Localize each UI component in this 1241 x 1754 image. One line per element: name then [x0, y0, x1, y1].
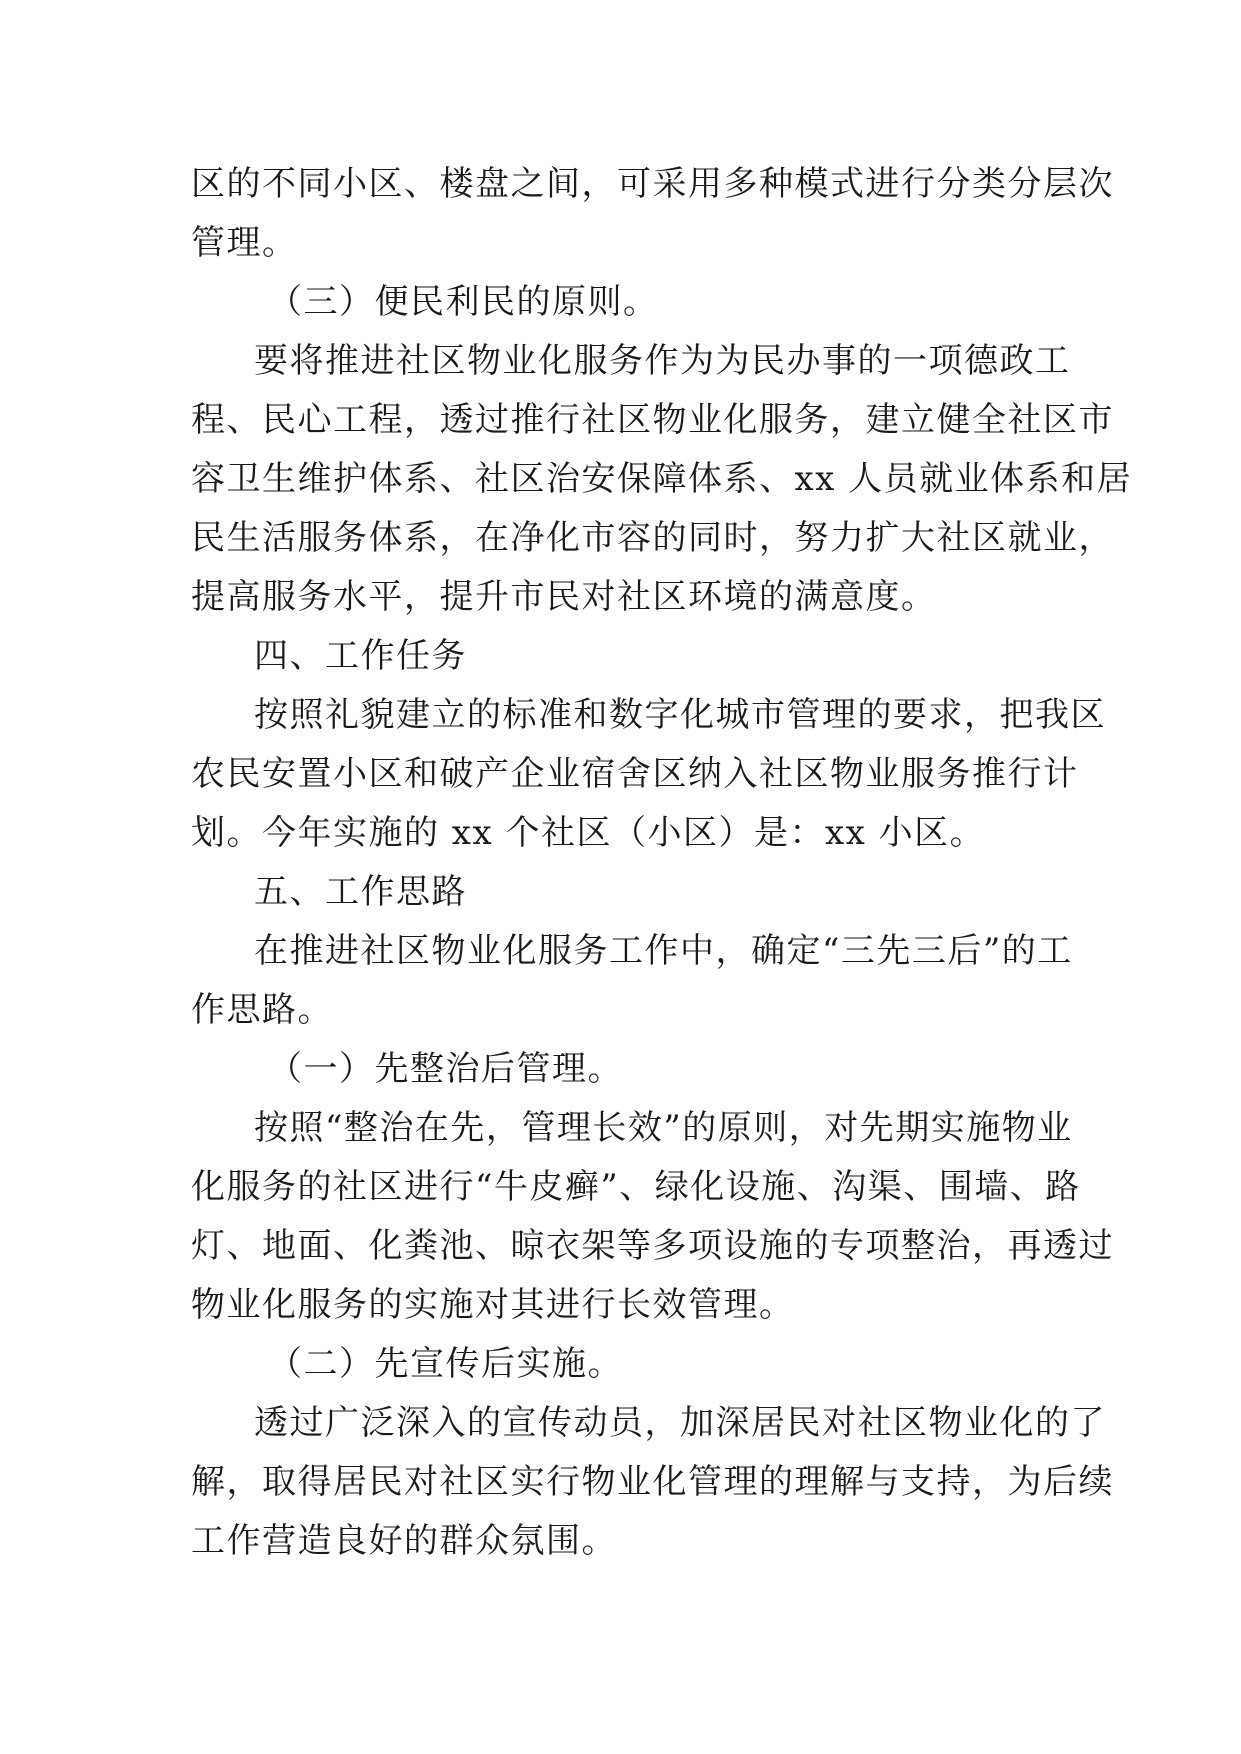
body-text-line: 物业化服务的实施对其进行长效管理。 [191, 1285, 795, 1325]
body-text-line: 工作营造良好的群众氛围。 [191, 1521, 617, 1561]
section-heading-tasks: 四、工作任务 [254, 636, 467, 676]
subheading-approach-1: （一）先整治后管理。 [268, 1049, 623, 1089]
body-text-line: 要将推进社区物业化服务作为为民办事的一项德政工 [254, 341, 1071, 381]
document-page [191, 155, 1133, 1571]
body-text-line: 划。今年实施的 xx 个社区（小区）是：xx 小区。 [191, 813, 986, 853]
body-text-line: 容卫生维护体系、社区治安保障体系、xx 人员就业体系和居 [191, 459, 1133, 499]
body-text-line: 按照“整治在先，管理长效”的原则，对先期实施物业 [254, 1108, 1073, 1148]
body-text-line: 解，取得居民对社区实行物业化管理的理解与支持，为后续 [191, 1462, 1114, 1502]
body-text-line: 农民安置小区和破产企业宿舍区纳入社区物业服务推行计 [191, 754, 1079, 794]
body-text-line: 提高服务水平，提升市民对社区环境的满意度。 [191, 577, 937, 617]
body-text-line: 按照礼貌建立的标准和数字化城市管理的要求，把我区 [254, 695, 1106, 735]
body-text-line: 管理。 [191, 223, 298, 263]
body-text-line: 区的不同小区、楼盘之间，可采用多种模式进行分类分层次 [191, 164, 1114, 204]
body-text-line: 化服务的社区进行“牛皮癣”、绿化设施、沟渠、围墙、路 [191, 1167, 1081, 1207]
body-text-line: 民生活服务体系，在净化市容的同时，努力扩大社区就业， [191, 518, 1114, 558]
body-text-line: 透过广泛深入的宣传动员，加深居民对社区物业化的了 [254, 1403, 1106, 1443]
body-text-line: 在推进社区物业化服务工作中，确定“三先三后”的工 [254, 931, 1073, 971]
subheading-principle-3: （三）便民利民的原则。 [268, 282, 659, 322]
body-text-line: 作思路。 [191, 990, 333, 1030]
body-text-line: 程、民心工程，透过推行社区物业化服务，建立健全社区市 [191, 400, 1114, 440]
body-text-line: 灯、地面、化粪池、晾衣架等多项设施的专项整治，再透过 [191, 1226, 1114, 1266]
subheading-approach-2: （二）先宣传后实施。 [268, 1344, 623, 1384]
section-heading-approach: 五、工作思路 [254, 872, 467, 912]
